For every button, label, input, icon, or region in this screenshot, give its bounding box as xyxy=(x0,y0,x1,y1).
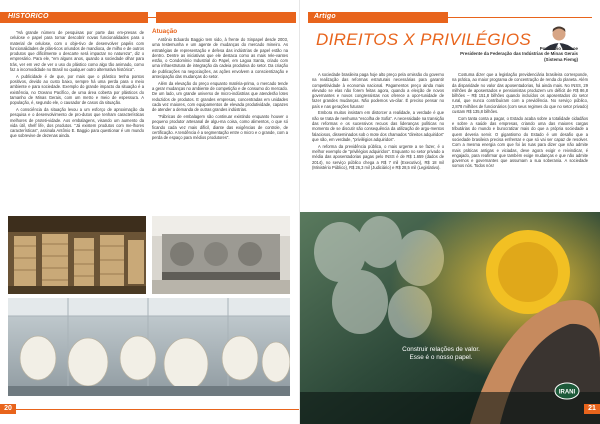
article-column-1 xyxy=(312,72,444,172)
paragraph: Antônio Eduardo Baggio tem sido, à frente do Sinpapel desde 2003, uma testemunha e um agente de mudanças do mercado mineiro. As estratégias de representação e defesa das indústrias de papel estão na dentro. Dentre as iniciativas que ele destaca como as mais rele-vantes estão, o Condomínio Industrial do Papel, em Lagoa Santa, criado com uma infraestrutura de integração da cadeia produtiva do setor. Da criação de publicações na negociações, as ações envolvem a conscientização e antecipação das mudanças do setor. xyxy=(152,37,288,80)
photo-paper-warehouse xyxy=(8,298,290,396)
section-label: Artigo xyxy=(314,13,336,20)
photo-paper-machine xyxy=(152,216,290,294)
section-header-bar-right xyxy=(156,12,296,23)
section-header-rule xyxy=(148,17,156,18)
paragraph: A publicidade é de que, por mais que o plástico tenha pontos positivos, devido ao custo baixo, sempre há uma perda para o meio ambiente e para sociedade. Exemplo do grande impacto da situação é a existência, no Oceano Pacífico, de uma área coberta por plásticos do tamanho de Minas Gerais, com um metro e meio de espessura. A população, é, segundo ele, o causador de casos da situação. xyxy=(10,73,144,106)
footer-rule xyxy=(16,409,300,410)
author-name: Por Flávio Roscoe xyxy=(539,46,578,51)
paragraph: "Há grande número de pesquisas por parte das em-presas de celulose e papel para tornar descobrir novas funcionalidades para o material de celulose, com o obje-tivo de desenvolver papéis com funcionalidades de plás-ticos oriundos de mandioca, de milho e de outros produtos que dificilmente o descarte será impactar no natureza", diz o empresário. Para ele, "em alguns anos, quando a sociedade olhar para trás, ver em vez de ver o uso do plástico como algo tão animado, como faz a incomodidade no Brasil no qualquer outro alternativa histórica". xyxy=(10,30,144,73)
section-header-bar xyxy=(308,12,448,23)
section-label: HISTÓRICO xyxy=(8,13,49,20)
subheading: Atuação xyxy=(152,28,178,35)
caption-line-2: Esse é o nosso papel. xyxy=(409,354,473,361)
advertisement-caption xyxy=(386,346,496,362)
author-role: Presidente da Federação das Indústrias de Minas Gerais xyxy=(460,51,578,57)
paragraph: A consciência da situação levou a um esforço de aproximação da pesquisa e o desenvolvimento de pro-dutos que tenham características melhores de proteti-vidade. Aos embalagens, visando um aumento da vida útil, shelf life, dos produtos. "Já existem produtos com me-lhores características", assinala Antônio E. Baggio para questionar é um mundo que sobrevive de dezenas ainda. xyxy=(10,106,144,139)
paragraph: Embora muitos insistam em distorcer a realidade, a verdade é que não se trata de nenhuma "escolha de Sofia". A necessidade na transição das reformas e os sucessivos recuos das lideranças políticas no momento de se discutir são consequência da utilização de argu-mentos falaciosos, disseminados sob o mote dos chamados "direitos adquiridos" que são, em verdade, "privilégios adquiridos". xyxy=(312,110,444,142)
author-organization: (Sistema Fiemg) xyxy=(544,56,578,62)
paragraph: Com tanta conta a pagar, o Estado acaba sobre a totalidade cidadãos e sobre a saúde das empresas, criando uma das maiores cargas tributárias do mundo e burocratizar mais do que a própria sociedade a quem deveria servir. O gigantismo do Estado é um desafio que a sociedade brasileira precisa enfrentar e que só vai ser capaz de resolver. Com a mesma energia com que foi às ruas para dizer que não admite mais práticas antigas e viciadas, deve agora exigir e reivindicar, é engajado, para reafirmar que também exige mudanças e que não admite governos e governantes que assumam a sua soberania. A sociedade somos nós. Todos nós! xyxy=(452,115,588,169)
section-header-bar xyxy=(0,12,148,23)
article-title: DIREITOS X PRIVILÉGIOS xyxy=(316,30,532,49)
article-column-2 xyxy=(452,72,588,170)
article-column-1 xyxy=(10,30,144,140)
paragraph: A reforma da previdência pública, o mais urgente a se fazer, é o melhor exemplo de "privilégios adquiridos". Enquanto no setor privado a média das aposentadorias pagas pelo INSS é de R$ 1.659 (dados de 2014), no serviço público chega a R$ 7 mil (Executivo), R$ 18 mil (Ministério Público), R$ 26,3 mil (Judiciário) e R$ 28,5 mil (Legislativo). xyxy=(312,143,444,170)
paragraph: "Fábricas de embalagem são continuar existindo enquanto houver o pequeno produtor artesanal de algu-ma coisa, como alimentos, o que só ficando cada vez mais difícil, diante das exigências de controle, de certificação. A tendência é a segmentação entre o micro e o grande, com a perda de espaço para médios produtores". xyxy=(152,113,288,141)
page-number: 20 xyxy=(0,404,16,414)
paragraph: A sociedade brasileira paga hoje alto preço pela omissão do governo na realização das reformas estruturais necessárias para garantir competitividade à economia nacional. Pagamentos preço ainda mais elevado se elas não forem feitas agora, quando a eleição de novos governantes e novos congressistas nos oferece a opor-tunidade de fazer grandes mudanças. Não podemos va-cilar. É preciso pensar no país e nas gerações futuras! xyxy=(312,72,444,109)
paragraph: Além da elevação do preço enquanto matéria-prima, o mercado tende a gerar mudanças no ambiente de competição e de consumo do mercado. De um lado, um grande universo de micro-indústrias que atenderão lotes reduzidos de produtos. E grandes empresas, concentradas em unidades cada vez maiores, com equipamentos de elevada produtividade, capazes de atender a demanda de outras grandes indústrias. xyxy=(152,80,288,113)
article-column-2 xyxy=(152,28,288,142)
right-page xyxy=(300,0,600,424)
section-header-rule xyxy=(448,17,592,18)
author-block xyxy=(460,46,578,62)
irani-logo xyxy=(554,382,580,400)
photo-paper-archive xyxy=(8,216,146,294)
caption-line-1: Construir relações de valor. xyxy=(402,346,480,353)
paragraph: Costuma dizer que a legislação previdenciária brasileira corresponde, na prática, ao maior programa de concentração de renda do planeta. Além da disparidade no valor das aposentadorias, há ainda mais. No INSS, 29 milhões de aposentados e pensionistas produzem um déficit de R$ 86,8 bilhões – R$ 151,8 bilhões quando incluídos os aposentados do setor rural, que nunca contribuíram com a previdência. No serviço público, 2,878 milhões de funcionários (com seus regimes do que no setor privado) custam R$ 135,8 bilhões. xyxy=(452,72,588,115)
logo-text: IRANI xyxy=(558,389,576,396)
page-number: 21 xyxy=(584,404,600,414)
